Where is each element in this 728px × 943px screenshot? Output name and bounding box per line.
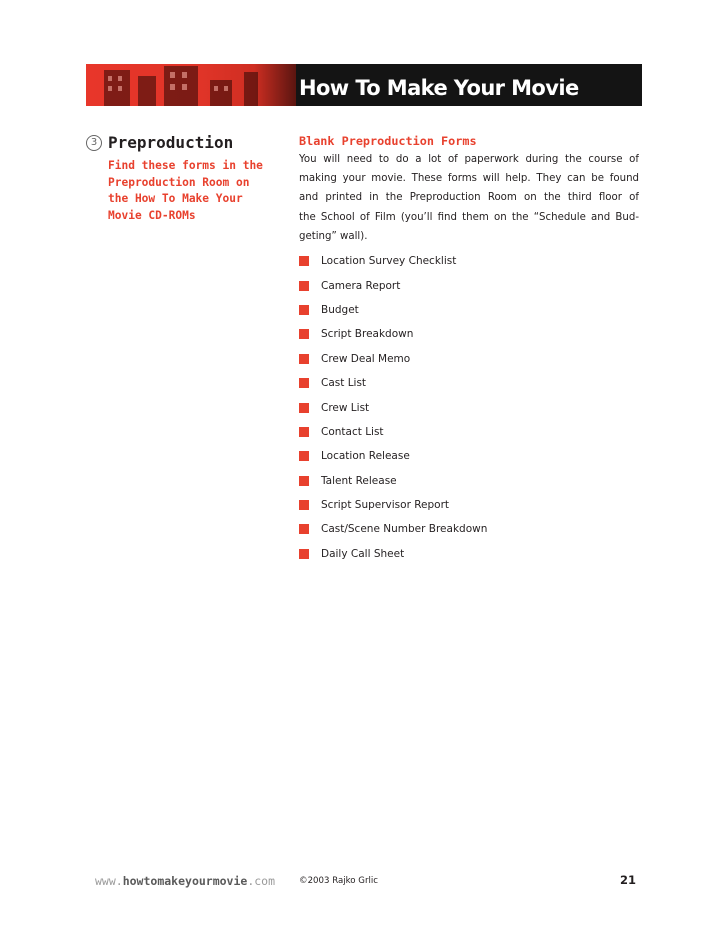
list-item-label: Cast List <box>321 377 367 390</box>
paragraph-line: You will need to do a lot of paperwork during the course of <box>299 154 639 165</box>
list-item <box>299 249 487 273</box>
bullet-square-icon <box>299 500 309 510</box>
list-item <box>299 517 487 541</box>
header-banner <box>86 64 642 106</box>
paragraph-line: and printed in the Preproduction Room on the third floor of <box>299 192 639 204</box>
list-item <box>299 395 487 419</box>
footer-copyright: ©2003 Rajko Grlic <box>299 876 378 886</box>
list-item <box>299 322 487 346</box>
list-item-label: Crew Deal Memo <box>321 352 411 365</box>
bullet-square-icon <box>299 329 309 339</box>
list-item <box>299 444 487 468</box>
list-item-label: Budget <box>321 303 359 316</box>
list-item-label: Location Survey Checklist <box>321 255 457 268</box>
bullet-square-icon <box>299 524 309 534</box>
list-item <box>299 347 487 371</box>
list-item-label: Location Release <box>321 450 410 463</box>
sidebar <box>86 133 266 224</box>
list-item <box>299 493 487 517</box>
forms-heading: Blank Preproduction Forms <box>299 134 477 148</box>
bullet-square-icon <box>299 281 309 291</box>
main-content <box>299 133 639 560</box>
page-number: 21 <box>619 873 636 887</box>
list-item <box>299 542 487 566</box>
bullet-square-icon <box>299 354 309 364</box>
list-item <box>299 273 487 297</box>
bullet-square-icon <box>299 403 309 413</box>
bullet-square-icon <box>299 378 309 388</box>
list-item-label: Talent Release <box>321 474 397 487</box>
list-item-label: Daily Call Sheet <box>321 547 405 560</box>
sidebar-note: Find these forms in the Preproduction Room on the How To Make Your Movie CD-ROMs <box>108 159 263 222</box>
bullet-square-icon <box>299 256 309 266</box>
list-item <box>299 420 487 444</box>
intro-paragraph <box>299 150 639 246</box>
forms-list <box>299 249 487 566</box>
paragraph-line: making your movie. These forms will help. They can be found <box>299 173 639 185</box>
list-item <box>299 469 487 493</box>
list-item <box>299 371 487 395</box>
section-heading <box>86 133 266 153</box>
list-item-label: Contact List <box>321 425 384 438</box>
paragraph-line: geting” wall). <box>299 230 368 242</box>
site-suffix: .com <box>247 874 276 888</box>
bullet-square-icon <box>299 451 309 461</box>
bullet-square-icon <box>299 427 309 437</box>
section-title: Preproduction <box>108 133 234 152</box>
paragraph-line: the School of Film (you’ll find them on the “Schedule and Bud- <box>299 211 639 223</box>
site-name: howtomakeyourmovie <box>122 874 248 888</box>
list-item-label: Crew List <box>321 401 370 414</box>
header-title: How To Make Your Movie <box>299 76 579 100</box>
street-photo-image <box>86 64 296 106</box>
site-prefix: www. <box>95 874 123 888</box>
footer-website-link[interactable] <box>95 874 275 888</box>
section-number-badge: 3 <box>86 135 102 151</box>
bullet-square-icon <box>299 549 309 559</box>
list-item-label: Camera Report <box>321 279 401 292</box>
list-item-label: Script Breakdown <box>321 328 414 341</box>
bullet-square-icon <box>299 476 309 486</box>
list-item-label: Cast/Scene Number Breakdown <box>321 523 488 536</box>
bullet-square-icon <box>299 305 309 315</box>
list-item-label: Script Supervisor Report <box>321 499 450 512</box>
list-item <box>299 298 487 322</box>
